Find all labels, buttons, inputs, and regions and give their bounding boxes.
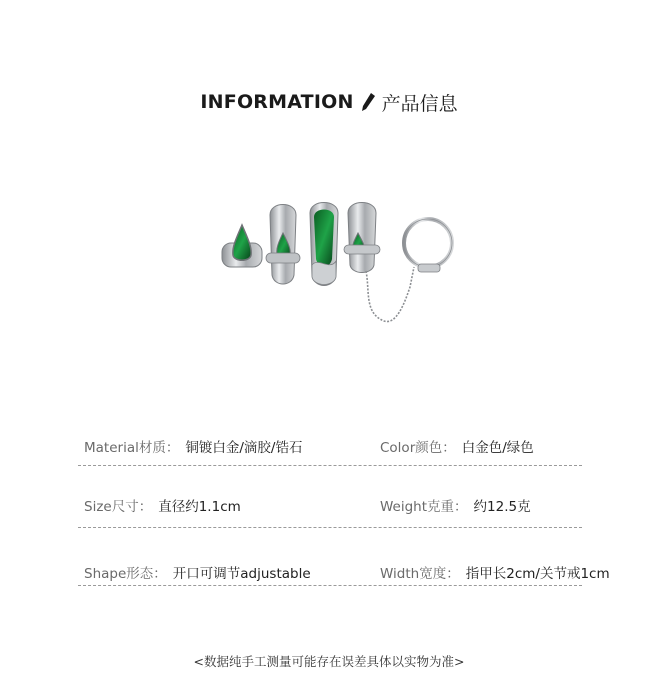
weight-spec (380, 495, 531, 515)
header-title-en: INFORMATION (200, 91, 354, 113)
weight-value: 约12.5克 (473, 499, 531, 515)
shape-value: 开口可调节adjustable (172, 566, 311, 582)
info-header (0, 88, 658, 116)
product-image (0, 195, 658, 345)
material-label: Material材质： (84, 440, 180, 456)
width-value: 指甲长2cm/关节戒1cm (465, 566, 610, 582)
width-label: Width宽度： (380, 566, 460, 582)
spec-row-shape-width (84, 562, 636, 584)
shape-spec (84, 562, 311, 582)
shape-label: Shape形态： (84, 566, 167, 582)
spec-row-material-color (84, 436, 636, 458)
nail-cover-green (310, 203, 338, 286)
divider (78, 585, 582, 586)
size-spec (84, 495, 241, 515)
nail-rings-illustration (0, 195, 658, 345)
color-label: Color颜色： (380, 440, 456, 456)
material-value: 铜镀白金/滴胶/锆石 (185, 440, 303, 456)
color-spec (380, 436, 534, 456)
header-title-cn: 产品信息 (381, 92, 458, 115)
nail-cover-chain (344, 203, 414, 322)
divider (78, 465, 582, 466)
color-value: 白金色/绿色 (461, 440, 534, 456)
knuckle-ring (404, 219, 452, 272)
width-spec (380, 562, 610, 582)
size-value: 直径约1.1cm (158, 499, 241, 515)
measurement-note: <数据纯手工测量可能存在误差具体以实物为准> (193, 654, 465, 669)
spec-row-size-weight (84, 495, 636, 517)
material-spec (84, 436, 302, 456)
weight-label: Weight克重： (380, 499, 468, 515)
teardrop-ring (222, 225, 262, 267)
pen-icon (360, 92, 376, 112)
nail-cover-teardrop (266, 205, 300, 285)
size-label: Size尺寸： (84, 499, 153, 515)
divider (78, 527, 582, 528)
